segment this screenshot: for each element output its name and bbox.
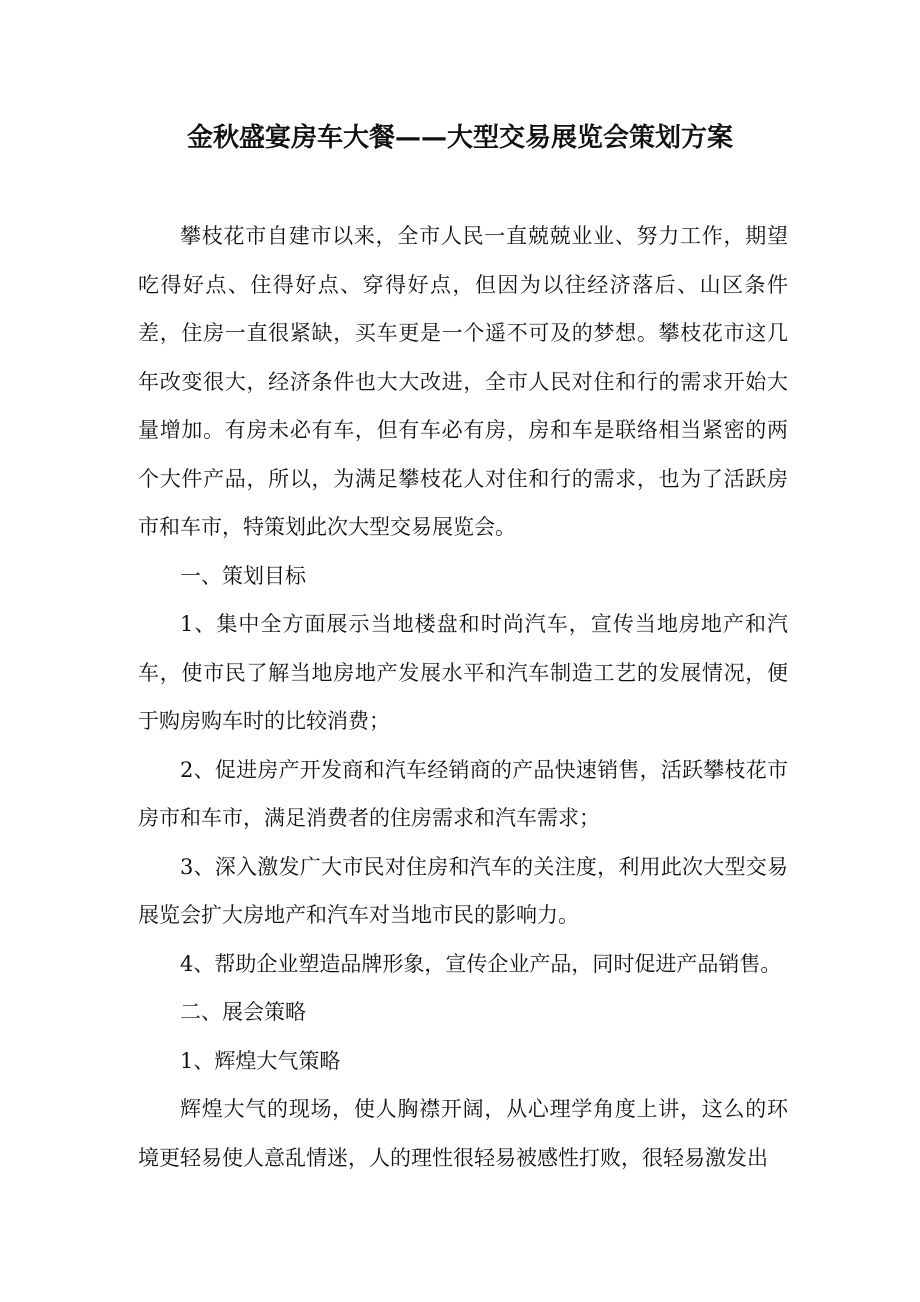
section-heading-strategy: 二、展会策略 bbox=[180, 1000, 306, 1024]
document-title: 金秋盛宴房车大餐——大型交易展览会策划方案 bbox=[186, 123, 733, 153]
goal-item-4: 4、帮助企业塑造品牌形象，宣传企业产品，同时促进产品销售。 bbox=[180, 951, 782, 976]
section-heading-goals: 一、策划目标 bbox=[180, 563, 306, 588]
strategy-paragraph-1: 辉煌大气的现场，使人胸襟开阔，从心理学角度上讲，这么的环境更轻易使人意乱情迷，人的理性很轻易被感性打败，很轻易激发出 bbox=[138, 1097, 788, 1170]
goal-item-3: 3、深入激发广大市民对住房和汽车的关注度，利用此次大型交易展览会扩大房地产和汽车对当地市民的影响力。 bbox=[138, 854, 788, 927]
goal-item-1: 1、集中全方面展示当地楼盘和时尚汽车，宣传当地房地产和汽车，使市民了解当地房地产发展水平和汽车制造工艺的发展情况，便于购房购车时的比较消费； bbox=[138, 612, 788, 733]
goal-item-2: 2、促进房产开发商和汽车经销商的产品快速销售，活跃攀枝花市房市和车市，满足消费者的住房需求和汽车需求； bbox=[138, 757, 788, 830]
strategy-subheading-1: 1、辉煌大气策略 bbox=[180, 1048, 341, 1073]
intro-paragraph: 攀枝花市自建市以来，全市人民一直兢兢业业、努力工作，期望吃得好点、住得好点、穿得好点，但因为以往经济落后、山区条件差，住房一直很紧缺，买车更是一个遥不可及的梦想。攀枝花市这几年改变很大，经济条件也大大改进，全市人民对住和行的需求开始大量增加。有房未必有车，但有车必有房，房和车是联络相当紧密的两个大件产品，所以，为满足攀枝花人对住和行的需求，也为了活跃房市和车市，特策划此次大型交易展览会。 bbox=[138, 224, 788, 539]
document-body bbox=[138, 212, 788, 1182]
